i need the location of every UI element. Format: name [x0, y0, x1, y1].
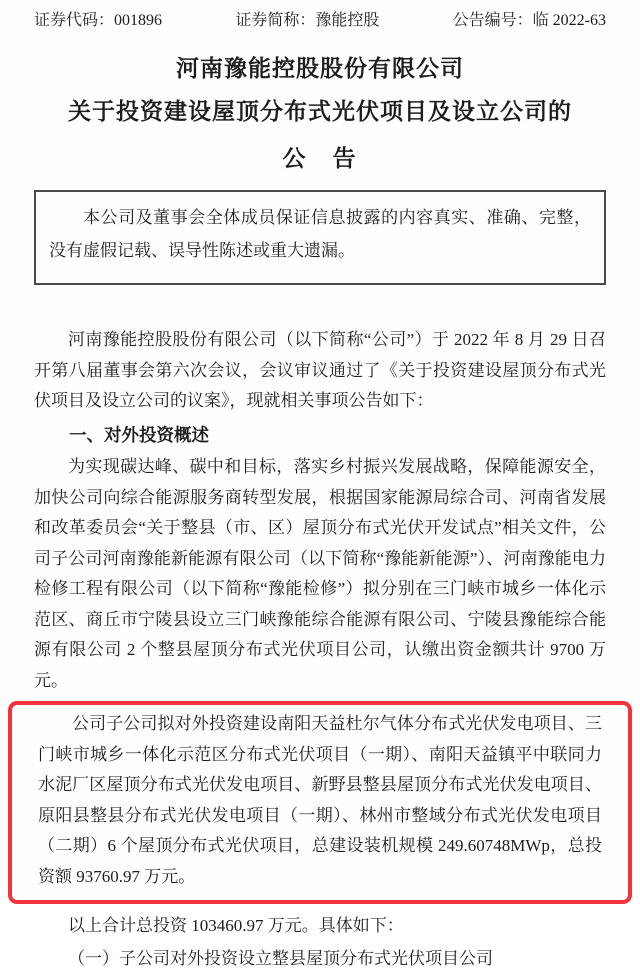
company-name-title: 河南豫能控股股份有限公司 [34, 53, 606, 83]
investment-overview-paragraph: 为实现碳达峰、碳中和目标，落实乡村振兴发展战略，保障能源安全，加快公司向综合能源服务商转型发展，根据国家能源局综合司、河南省发展和改革委员会“关于整县（市、区）屋顶分布式光伏开发试点”相关文件，公司子公司河南豫能新能源有限公司（以下简称“豫能新能源”）、河南豫能电力检修工程有限公司（以下简称“豫能检修”）拟分别在三门峡市城乡一体化示范区、商丘市宁陵县设立三门峡豫能综合能源有限公司、宁陵县豫能综合能源有限公司 2 个整县屋顶分布式光伏项目公司，认缴出资金额共计 9700 万元。 [34, 452, 606, 696]
announcement-word-title: 公 告 [34, 143, 606, 173]
disclaimer-box [34, 190, 606, 285]
total-investment-line: 以上合计总投资 103460.97 万元。具体如下： [34, 911, 606, 942]
announcement-subject-title: 关于投资建设屋顶分布式光伏项目及设立公司的 [34, 96, 606, 126]
disclaimer-text: 本公司及董事会全体成员保证信息披露的内容真实、准确、完整，没有虚假记载、误导性陈述或重大遗漏。 [49, 201, 591, 267]
stock-short-name: 证券简称：豫能控股 [235, 11, 379, 31]
section-1-heading: 一、对外投资概述 [34, 420, 606, 451]
intro-paragraph: 河南豫能控股股份有限公司（以下简称“公司”）于 2022 年 8 月 29 日召开第八届董事会第六次会议，会议审议通过了《关于投资建设屋顶分布式光伏项目及设立公司的议案》，现就相关事项公告如下： [34, 325, 606, 417]
stock-code: 证券代码：001896 [34, 11, 162, 31]
announcement-number: 公告编号：临 2022-63 [453, 11, 606, 31]
highlighted-projects-paragraph: 公司子公司拟对外投资建设南阳天益杜尔气体分布式光伏发电项目、三门峡市城乡一体化示范区分布式光伏项目（一期）、南阳天益镇平中联同力水泥厂区屋顶分布式光伏发电项目、新野县整县屋顶分布式光伏发电项目、原阳县整县分布式光伏发电项目（一期）、林州市整域分布式光伏发电项目（二期）6 个屋顶分布式光伏项目，总建设装机规模 249.60748MWp，总投资额 93760.97 万元。 [38, 709, 602, 892]
document-meta-row [34, 11, 606, 31]
red-highlight-box [8, 701, 632, 904]
subsection-1-heading: （一）子公司对外投资设立整县屋顶分布式光伏项目公司 [34, 944, 606, 974]
